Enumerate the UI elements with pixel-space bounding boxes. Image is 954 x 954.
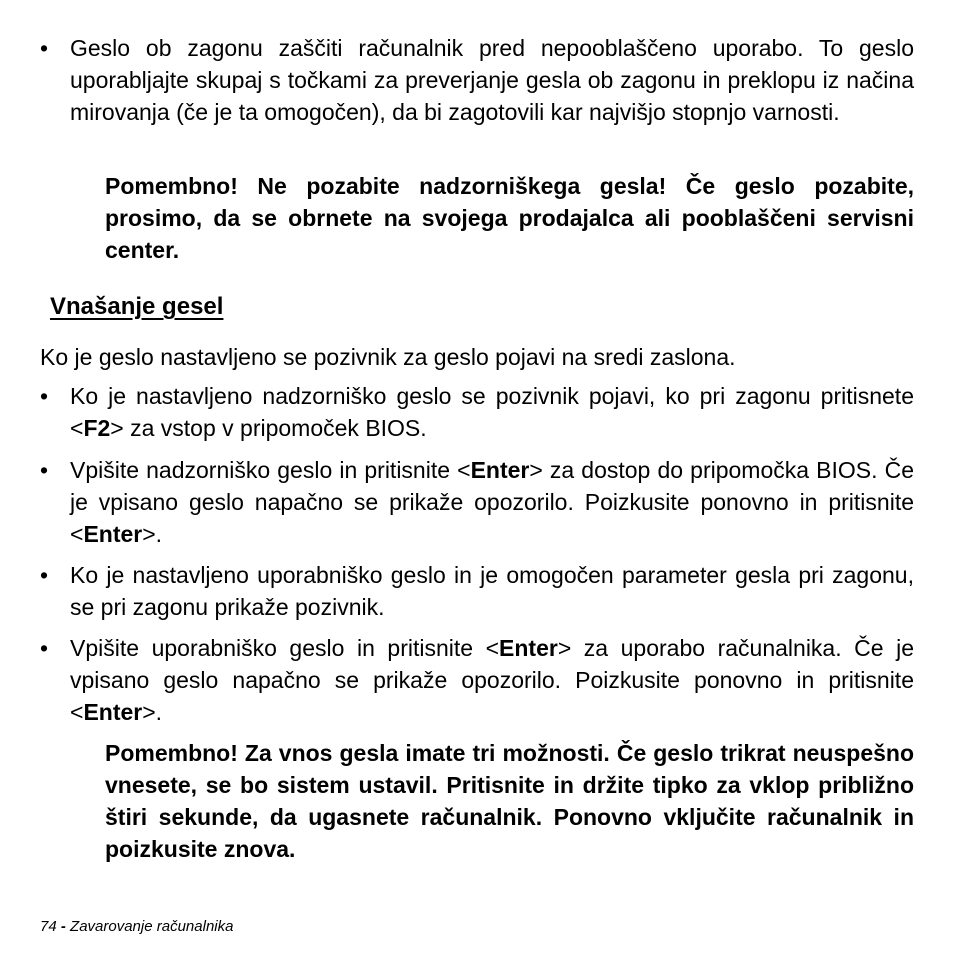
list-item-supervisor-enter — [40, 454, 914, 550]
list-item-text — [70, 454, 914, 550]
list-item-user-prompt — [40, 559, 914, 623]
page-footer — [40, 917, 233, 937]
important-note-supervisor-password: Pomembno! Ne pozabite nadzorniškega gesla! Če geslo pozabite, prosimo, da se obrnete na svojega prodajalca ali pooblaščeni servisni center. — [105, 173, 914, 263]
key-name: F2 — [83, 415, 111, 441]
intro-paragraph: Ko je geslo nastavljeno se pozivnik za geslo pojavi na sredi zaslona. — [40, 344, 736, 370]
text-segment: Vpišite uporabniško geslo in pritisnite < — [70, 635, 500, 661]
key-name: Enter — [83, 699, 143, 725]
bullet-marker: • — [40, 457, 49, 483]
page-number: 74 — [40, 918, 57, 935]
bullet-marker: • — [40, 562, 49, 588]
text-segment: >. — [142, 699, 163, 725]
text-segment: > za dostop do pripomočka BIOS. Če je vpisano geslo napačno se prikaže opozorilo. Poizkusite ponovno in pritisnite < — [70, 457, 915, 547]
important-note-password-attempts: Pomembno! Za vnos gesla imate tri možnosti. Če geslo trikrat neuspešno vnesete, se bo sistem ustavil. Pritisnite in držite tipko za vklop približno štiri sekunde, da ugasnete računalnik. Ponovno vključite računalnik in poizkusite znova. — [105, 740, 914, 862]
list-item-text: Geslo ob zagonu zaščiti računalnik pred nepooblaščeno uporabo. To geslo uporabljajte skupaj s točkami za preverjanje gesla ob zagonu in preklopu iz načina mirovanja (če je ta omogočen), da bi zagotovili kar najvišjo stopnjo varnosti. — [70, 35, 914, 125]
list-item-text: Ko je nastavljeno uporabniško geslo in je omogočen parameter gesla pri zagonu, se pri zagonu prikaže pozivnik. — [70, 562, 914, 620]
bullet-marker: • — [40, 635, 49, 661]
text-segment: > za vstop v pripomoček BIOS. — [110, 415, 427, 441]
bullet-marker: • — [40, 35, 49, 61]
text-segment: >. — [142, 521, 163, 547]
list-item-text — [70, 632, 914, 728]
bullet-marker: • — [40, 383, 49, 409]
list-item-user-enter — [40, 632, 914, 728]
footer-section-title: Zavarovanje računalnika — [70, 918, 234, 935]
key-name: Enter — [499, 635, 558, 661]
key-name: Enter — [470, 457, 530, 483]
key-name: Enter — [83, 521, 143, 547]
section-heading: Vnašanje gesel — [50, 293, 224, 320]
text-segment: Vpišite nadzorniško geslo in pritisnite < — [70, 457, 471, 483]
text-segment: > za uporabo računalnika. Če je vpisano geslo napačno se prikaže opozorilo. Poizkusite ponovno in pritisnite < — [70, 635, 914, 725]
list-item-boot-password — [40, 32, 914, 128]
footer-separator: - — [60, 918, 66, 935]
list-item-text — [70, 380, 914, 444]
list-item-supervisor-prompt — [40, 380, 914, 444]
text-segment: Ko je nastavljeno nadzorniško geslo se pozivnik pojavi, ko pri zagonu pritisnete < — [70, 383, 914, 441]
